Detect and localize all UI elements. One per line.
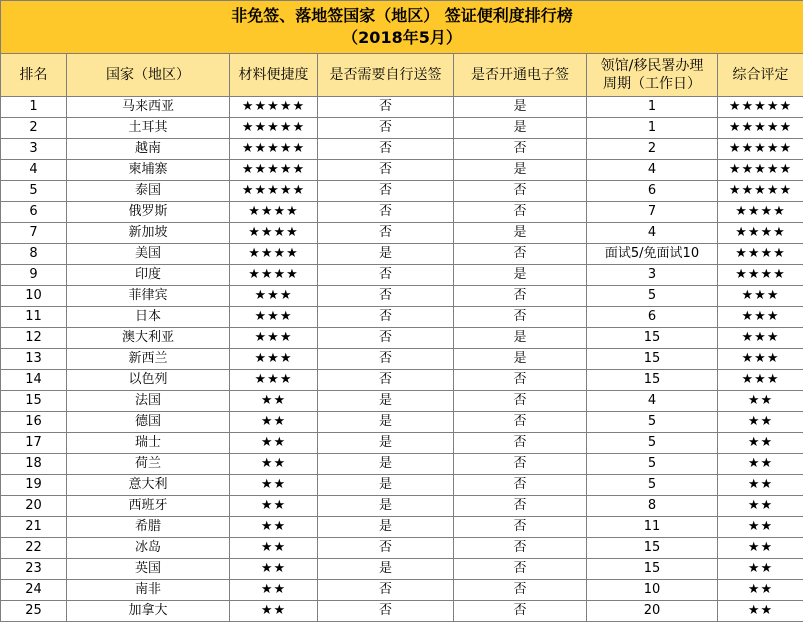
country-cell: 新西兰 — [67, 349, 230, 370]
processing-period-cell: 4 — [587, 223, 718, 244]
self-submit-cell: 是 — [318, 517, 454, 538]
self-submit-cell: 否 — [318, 265, 454, 286]
table-row — [1, 559, 803, 580]
country-cell: 南非 — [67, 580, 230, 601]
evisa-cell: 否 — [454, 559, 587, 580]
processing-period-cell: 15 — [587, 538, 718, 559]
self-submit-cell: 是 — [318, 412, 454, 433]
country-cell: 菲律宾 — [67, 286, 230, 307]
rank-cell: 8 — [1, 244, 67, 265]
overall-rating-cell: ★★★★★ — [718, 118, 803, 139]
processing-period-cell: 8 — [587, 496, 718, 517]
processing-period-cell: 5 — [587, 286, 718, 307]
table-row — [1, 433, 803, 454]
material-rating-cell: ★★ — [230, 454, 318, 475]
overall-rating-cell: ★★ — [718, 433, 803, 454]
self-submit-cell: 否 — [318, 307, 454, 328]
table-row — [1, 538, 803, 559]
processing-period-cell: 1 — [587, 97, 718, 118]
country-cell: 泰国 — [67, 181, 230, 202]
processing-period-cell: 15 — [587, 328, 718, 349]
overall-rating-cell: ★★★ — [718, 328, 803, 349]
evisa-cell: 否 — [454, 433, 587, 454]
overall-rating-cell: ★★ — [718, 538, 803, 559]
country-cell: 澳大利亚 — [67, 328, 230, 349]
material-rating-cell: ★★ — [230, 580, 318, 601]
overall-rating-cell: ★★★★ — [718, 265, 803, 286]
country-cell: 西班牙 — [67, 496, 230, 517]
evisa-cell: 否 — [454, 139, 587, 160]
country-cell: 日本 — [67, 307, 230, 328]
country-cell: 美国 — [67, 244, 230, 265]
material-rating-cell: ★★★★★ — [230, 139, 318, 160]
material-rating-cell: ★★★ — [230, 349, 318, 370]
material-rating-cell: ★★★ — [230, 370, 318, 391]
country-cell: 德国 — [67, 412, 230, 433]
material-rating-cell: ★★★★ — [230, 223, 318, 244]
material-rating-cell: ★★ — [230, 517, 318, 538]
evisa-cell: 否 — [454, 370, 587, 391]
processing-period-cell: 10 — [587, 580, 718, 601]
processing-period-cell: 7 — [587, 202, 718, 223]
country-cell: 新加坡 — [67, 223, 230, 244]
processing-period-cell: 4 — [587, 160, 718, 181]
table-row — [1, 265, 803, 286]
table-row — [1, 307, 803, 328]
table-row — [1, 517, 803, 538]
self-submit-cell: 否 — [318, 181, 454, 202]
evisa-cell: 是 — [454, 97, 587, 118]
overall-rating-cell: ★★★★ — [718, 223, 803, 244]
evisa-cell: 是 — [454, 349, 587, 370]
processing-period-cell: 15 — [587, 370, 718, 391]
overall-rating-cell: ★★★★★ — [718, 160, 803, 181]
self-submit-cell: 是 — [318, 244, 454, 265]
self-submit-cell: 否 — [318, 601, 454, 622]
table-row — [1, 391, 803, 412]
self-submit-cell: 否 — [318, 580, 454, 601]
evisa-cell: 否 — [454, 601, 587, 622]
self-submit-cell: 否 — [318, 286, 454, 307]
rank-cell: 16 — [1, 412, 67, 433]
country-cell: 意大利 — [67, 475, 230, 496]
table-row — [1, 349, 803, 370]
country-cell: 冰岛 — [67, 538, 230, 559]
table-row — [1, 370, 803, 391]
header-self-submit: 是否需要自行送签 — [318, 54, 454, 97]
table-row — [1, 118, 803, 139]
self-submit-cell: 否 — [318, 370, 454, 391]
overall-rating-cell: ★★★★★ — [718, 181, 803, 202]
overall-rating-cell: ★★ — [718, 559, 803, 580]
self-submit-cell: 否 — [318, 160, 454, 181]
rank-cell: 1 — [1, 97, 67, 118]
material-rating-cell: ★★ — [230, 538, 318, 559]
country-cell: 希腊 — [67, 517, 230, 538]
header-period-line-2: 周期（工作日） — [587, 75, 717, 93]
table-row — [1, 601, 803, 622]
table-row — [1, 412, 803, 433]
rank-cell: 15 — [1, 391, 67, 412]
evisa-cell: 否 — [454, 475, 587, 496]
rank-cell: 21 — [1, 517, 67, 538]
table-row — [1, 97, 803, 118]
rank-cell: 9 — [1, 265, 67, 286]
country-cell: 以色列 — [67, 370, 230, 391]
table-row — [1, 139, 803, 160]
material-rating-cell: ★★ — [230, 601, 318, 622]
overall-rating-cell: ★★ — [718, 517, 803, 538]
material-rating-cell: ★★★★★ — [230, 160, 318, 181]
evisa-cell: 否 — [454, 412, 587, 433]
header-evisa: 是否开通电子签 — [454, 54, 587, 97]
evisa-cell: 否 — [454, 181, 587, 202]
title-line-2: （2018年5月） — [1, 27, 803, 49]
evisa-cell: 否 — [454, 517, 587, 538]
material-rating-cell: ★★★★ — [230, 202, 318, 223]
header-period — [587, 54, 718, 97]
country-cell: 瑞士 — [67, 433, 230, 454]
processing-period-cell: 3 — [587, 265, 718, 286]
title-row — [1, 1, 803, 54]
overall-rating-cell: ★★★ — [718, 349, 803, 370]
overall-rating-cell: ★★ — [718, 475, 803, 496]
overall-rating-cell: ★★ — [718, 391, 803, 412]
evisa-cell: 否 — [454, 202, 587, 223]
evisa-cell: 否 — [454, 538, 587, 559]
self-submit-cell: 否 — [318, 118, 454, 139]
evisa-cell: 否 — [454, 307, 587, 328]
material-rating-cell: ★★★★ — [230, 244, 318, 265]
header-row — [1, 54, 803, 97]
material-rating-cell: ★★★★★ — [230, 118, 318, 139]
table-row — [1, 223, 803, 244]
rank-cell: 13 — [1, 349, 67, 370]
table-row — [1, 496, 803, 517]
processing-period-cell: 4 — [587, 391, 718, 412]
table-row — [1, 160, 803, 181]
processing-period-cell: 6 — [587, 181, 718, 202]
material-rating-cell: ★★★★★ — [230, 97, 318, 118]
table-row — [1, 286, 803, 307]
self-submit-cell: 是 — [318, 559, 454, 580]
rank-cell: 25 — [1, 601, 67, 622]
evisa-cell: 是 — [454, 328, 587, 349]
evisa-cell: 否 — [454, 286, 587, 307]
processing-period-cell: 15 — [587, 349, 718, 370]
table-row — [1, 454, 803, 475]
material-rating-cell: ★★★★ — [230, 265, 318, 286]
rank-cell: 4 — [1, 160, 67, 181]
header-overall: 综合评定 — [718, 54, 803, 97]
processing-period-cell: 6 — [587, 307, 718, 328]
header-country: 国家（地区） — [67, 54, 230, 97]
rank-cell: 3 — [1, 139, 67, 160]
rank-cell: 14 — [1, 370, 67, 391]
processing-period-cell: 5 — [587, 454, 718, 475]
rank-cell: 17 — [1, 433, 67, 454]
country-cell: 越南 — [67, 139, 230, 160]
title-line-1: 非免签、落地签国家（地区） 签证便利度排行榜 — [1, 5, 803, 27]
processing-period-cell: 20 — [587, 601, 718, 622]
table-row — [1, 202, 803, 223]
country-cell: 荷兰 — [67, 454, 230, 475]
header-rank: 排名 — [1, 54, 67, 97]
overall-rating-cell: ★★ — [718, 580, 803, 601]
material-rating-cell: ★★ — [230, 475, 318, 496]
overall-rating-cell: ★★★★★ — [718, 97, 803, 118]
material-rating-cell: ★★★ — [230, 328, 318, 349]
evisa-cell: 是 — [454, 265, 587, 286]
country-cell: 法国 — [67, 391, 230, 412]
header-material: 材料便捷度 — [230, 54, 318, 97]
rank-cell: 5 — [1, 181, 67, 202]
self-submit-cell: 否 — [318, 349, 454, 370]
self-submit-cell: 否 — [318, 97, 454, 118]
country-cell: 加拿大 — [67, 601, 230, 622]
self-submit-cell: 是 — [318, 433, 454, 454]
self-submit-cell: 否 — [318, 139, 454, 160]
evisa-cell: 是 — [454, 118, 587, 139]
country-cell: 英国 — [67, 559, 230, 580]
processing-period-cell: 11 — [587, 517, 718, 538]
rank-cell: 7 — [1, 223, 67, 244]
rank-cell: 11 — [1, 307, 67, 328]
material-rating-cell: ★★ — [230, 433, 318, 454]
material-rating-cell: ★★ — [230, 496, 318, 517]
overall-rating-cell: ★★ — [718, 412, 803, 433]
self-submit-cell: 是 — [318, 496, 454, 517]
self-submit-cell: 否 — [318, 223, 454, 244]
table-row — [1, 328, 803, 349]
rank-cell: 10 — [1, 286, 67, 307]
overall-rating-cell: ★★ — [718, 454, 803, 475]
overall-rating-cell: ★★★ — [718, 370, 803, 391]
rank-cell: 24 — [1, 580, 67, 601]
overall-rating-cell: ★★ — [718, 601, 803, 622]
material-rating-cell: ★★★ — [230, 307, 318, 328]
rank-cell: 2 — [1, 118, 67, 139]
table-row — [1, 580, 803, 601]
material-rating-cell: ★★ — [230, 412, 318, 433]
country-cell: 土耳其 — [67, 118, 230, 139]
table-row — [1, 244, 803, 265]
self-submit-cell: 是 — [318, 454, 454, 475]
self-submit-cell: 是 — [318, 391, 454, 412]
processing-period-cell: 5 — [587, 412, 718, 433]
overall-rating-cell: ★★★★ — [718, 202, 803, 223]
country-cell: 柬埔寨 — [67, 160, 230, 181]
rank-cell: 12 — [1, 328, 67, 349]
processing-period-cell: 5 — [587, 475, 718, 496]
overall-rating-cell: ★★★★★ — [718, 139, 803, 160]
country-cell: 俄罗斯 — [67, 202, 230, 223]
evisa-cell: 否 — [454, 454, 587, 475]
country-cell: 印度 — [67, 265, 230, 286]
evisa-cell: 是 — [454, 160, 587, 181]
rank-cell: 6 — [1, 202, 67, 223]
processing-period-cell: 面试5/免面试10 — [587, 244, 718, 265]
self-submit-cell: 否 — [318, 328, 454, 349]
processing-period-cell: 1 — [587, 118, 718, 139]
evisa-cell: 是 — [454, 223, 587, 244]
evisa-cell: 否 — [454, 580, 587, 601]
self-submit-cell: 否 — [318, 538, 454, 559]
evisa-cell: 否 — [454, 496, 587, 517]
material-rating-cell: ★★★ — [230, 286, 318, 307]
processing-period-cell: 15 — [587, 559, 718, 580]
rank-cell: 19 — [1, 475, 67, 496]
table-row — [1, 181, 803, 202]
self-submit-cell: 是 — [318, 475, 454, 496]
overall-rating-cell: ★★★★ — [718, 244, 803, 265]
rank-cell: 22 — [1, 538, 67, 559]
processing-period-cell: 5 — [587, 433, 718, 454]
overall-rating-cell: ★★★ — [718, 286, 803, 307]
country-cell: 马来西亚 — [67, 97, 230, 118]
material-rating-cell: ★★ — [230, 391, 318, 412]
overall-rating-cell: ★★★ — [718, 307, 803, 328]
material-rating-cell: ★★★★★ — [230, 181, 318, 202]
table-row — [1, 475, 803, 496]
rank-cell: 20 — [1, 496, 67, 517]
rank-cell: 23 — [1, 559, 67, 580]
header-period-line-1: 领馆/移民署办理 — [587, 57, 717, 75]
material-rating-cell: ★★ — [230, 559, 318, 580]
processing-period-cell: 2 — [587, 139, 718, 160]
self-submit-cell: 否 — [318, 202, 454, 223]
evisa-cell: 否 — [454, 244, 587, 265]
evisa-cell: 否 — [454, 391, 587, 412]
overall-rating-cell: ★★ — [718, 496, 803, 517]
table-title — [1, 1, 803, 54]
rank-cell: 18 — [1, 454, 67, 475]
